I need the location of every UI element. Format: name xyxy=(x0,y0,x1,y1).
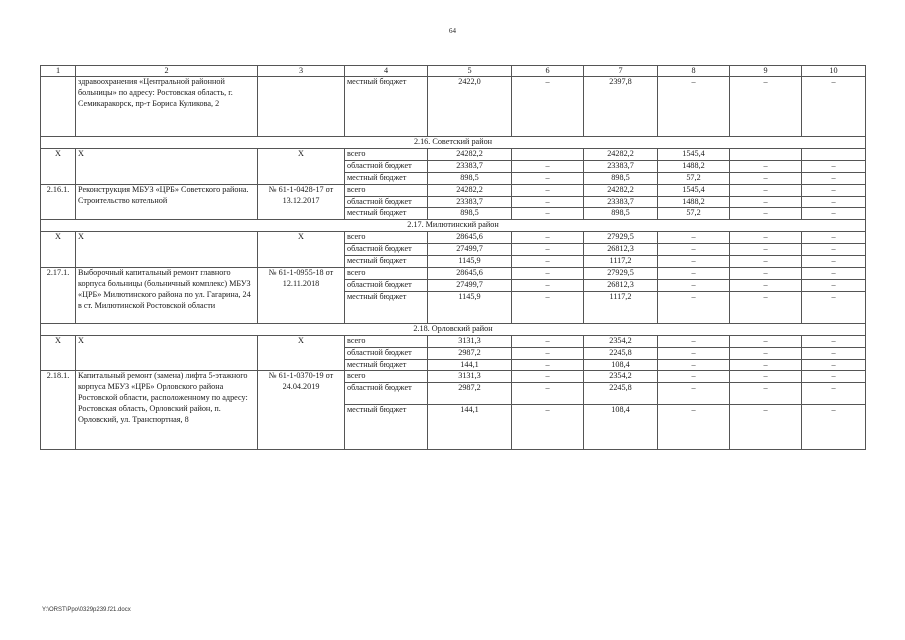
value-cell: 27499,7 xyxy=(428,244,512,256)
value-cell: – xyxy=(512,405,584,450)
value-cell xyxy=(802,148,866,160)
value-cell: – xyxy=(802,383,866,405)
document-cell: Х xyxy=(258,232,345,268)
document-cell: Х xyxy=(258,148,345,184)
value-cell: – xyxy=(730,196,802,208)
value-cell: 24282,2 xyxy=(428,184,512,196)
value-cell: – xyxy=(658,335,730,347)
value-cell: 898,5 xyxy=(428,208,512,220)
value-cell: – xyxy=(730,383,802,405)
value-cell: 28645,6 xyxy=(428,267,512,279)
value-cell: 108,4 xyxy=(584,359,658,371)
value-cell: – xyxy=(730,335,802,347)
value-cell: 1488,2 xyxy=(658,160,730,172)
value-cell: 23383,7 xyxy=(584,196,658,208)
section-header-row xyxy=(41,137,866,149)
document-cell: № 61-1-0955-18 от 12.11.2018 xyxy=(258,267,345,323)
value-cell: – xyxy=(802,267,866,279)
value-cell: 23383,7 xyxy=(584,160,658,172)
header-cell: 10 xyxy=(802,66,866,77)
row-number-cell: Х xyxy=(41,335,76,371)
value-cell: 27499,7 xyxy=(428,279,512,291)
value-cell: 28645,6 xyxy=(428,232,512,244)
value-cell: 898,5 xyxy=(428,172,512,184)
value-cell: – xyxy=(658,256,730,268)
value-cell: – xyxy=(730,244,802,256)
value-cell: – xyxy=(802,184,866,196)
value-cell: 2397,8 xyxy=(584,77,658,137)
value-cell: – xyxy=(730,172,802,184)
value-cell: 1545,4 xyxy=(658,184,730,196)
document-cell: № 61-1-0370-19 от 24.04.2019 xyxy=(258,371,345,450)
value-cell: 2987,2 xyxy=(428,383,512,405)
header-cell: 7 xyxy=(584,66,658,77)
value-cell: – xyxy=(512,359,584,371)
value-cell: 26812,3 xyxy=(584,279,658,291)
value-cell: – xyxy=(658,347,730,359)
funding-source-cell: областной бюджет xyxy=(345,160,428,172)
value-cell: – xyxy=(730,291,802,323)
header-cell: 4 xyxy=(345,66,428,77)
value-cell: 1117,2 xyxy=(584,256,658,268)
value-cell: – xyxy=(512,256,584,268)
value-cell: – xyxy=(730,405,802,450)
value-cell: – xyxy=(512,291,584,323)
value-cell: – xyxy=(658,244,730,256)
value-cell: – xyxy=(802,405,866,450)
funding-source-cell: всего xyxy=(345,184,428,196)
value-cell: 24282,2 xyxy=(584,184,658,196)
value-cell: – xyxy=(802,244,866,256)
header-cell: 2 xyxy=(76,66,258,77)
value-cell: – xyxy=(802,279,866,291)
funding-source-cell: областной бюджет xyxy=(345,244,428,256)
value-cell: – xyxy=(802,291,866,323)
value-cell: 2354,2 xyxy=(584,371,658,383)
budget-table xyxy=(40,65,866,450)
value-cell: – xyxy=(512,160,584,172)
value-cell: – xyxy=(802,208,866,220)
table-row xyxy=(41,148,866,160)
value-cell: 2987,2 xyxy=(428,347,512,359)
table-row xyxy=(41,267,866,279)
value-cell: 57,2 xyxy=(658,172,730,184)
value-cell: – xyxy=(730,77,802,137)
value-cell: – xyxy=(802,371,866,383)
value-cell: – xyxy=(802,172,866,184)
value-cell: – xyxy=(802,335,866,347)
value-cell: 898,5 xyxy=(584,208,658,220)
value-cell: – xyxy=(512,335,584,347)
row-number-cell: 2.17.1. xyxy=(41,267,76,323)
funding-source-cell: всего xyxy=(345,335,428,347)
value-cell: – xyxy=(512,184,584,196)
value-cell: – xyxy=(658,371,730,383)
value-cell: 3131,3 xyxy=(428,371,512,383)
value-cell: – xyxy=(802,160,866,172)
section-title: 2.17. Милютинский район xyxy=(41,220,866,232)
object-name-cell: здравоохранения «Центральной районной больницы» по адресу: Ростовская область, г. Семикаракорск, пр-т Бориса Куликова, 2 xyxy=(76,77,258,137)
object-name-cell: Реконструкция МБУЗ «ЦРБ» Советского района. Строительство котельной xyxy=(76,184,258,220)
value-cell: – xyxy=(658,267,730,279)
value-cell: – xyxy=(730,359,802,371)
value-cell: – xyxy=(658,77,730,137)
value-cell: – xyxy=(802,77,866,137)
value-cell: 3131,3 xyxy=(428,335,512,347)
value-cell: – xyxy=(802,359,866,371)
value-cell: 2422,0 xyxy=(428,77,512,137)
value-cell: – xyxy=(802,347,866,359)
table-row xyxy=(41,184,866,196)
funding-source-cell: всего xyxy=(345,267,428,279)
document-cell: № 61-1-0428-17 от 13.12.2017 xyxy=(258,184,345,220)
value-cell: – xyxy=(512,77,584,137)
value-cell: 2245,8 xyxy=(584,347,658,359)
header-cell: 5 xyxy=(428,66,512,77)
object-name-cell: Капитальный ремонт (замена) лифта 5-этажного корпуса МБУЗ «ЦРБ» Орловского района Ростовской области, расположенному по адресу: Ростовская область, Орловский район, п. Орловский, ул. Транспортная, 8 xyxy=(76,371,258,450)
object-name-cell: Х xyxy=(76,232,258,268)
value-cell: – xyxy=(730,256,802,268)
value-cell: – xyxy=(730,279,802,291)
value-cell: – xyxy=(512,347,584,359)
value-cell: – xyxy=(730,347,802,359)
value-cell: 144,1 xyxy=(428,359,512,371)
value-cell: 1145,9 xyxy=(428,256,512,268)
value-cell: 108,4 xyxy=(584,405,658,450)
value-cell: 2354,2 xyxy=(584,335,658,347)
value-cell: 23383,7 xyxy=(428,196,512,208)
header-cell: 9 xyxy=(730,66,802,77)
header-cell: 1 xyxy=(41,66,76,77)
funding-source-cell: областной бюджет xyxy=(345,383,428,405)
value-cell: – xyxy=(802,256,866,268)
funding-source-cell: местный бюджет xyxy=(345,256,428,268)
value-cell: 1117,2 xyxy=(584,291,658,323)
value-cell: – xyxy=(658,383,730,405)
object-name-cell: Х xyxy=(76,148,258,184)
value-cell: 1545,4 xyxy=(658,148,730,160)
value-cell: 27929,5 xyxy=(584,232,658,244)
file-path-footer: Y:\ORST\Ppo\0329p239.f21.docx xyxy=(42,607,131,613)
funding-source-cell: местный бюджет xyxy=(345,208,428,220)
value-cell: 1145,9 xyxy=(428,291,512,323)
value-cell: – xyxy=(658,279,730,291)
object-name-cell: Выборочный капитальный ремонт главного корпуса больницы (больничный комплекс) МБУЗ «ЦРБ» Милютинского района по ул. Гагарина, 24 в ст. Милютинской Ростовской области xyxy=(76,267,258,323)
row-number-cell: 2.18.1. xyxy=(41,371,76,450)
funding-source-cell: всего xyxy=(345,371,428,383)
value-cell: 57,2 xyxy=(658,208,730,220)
row-number-cell: Х xyxy=(41,232,76,268)
section-header-row xyxy=(41,323,866,335)
header-cell: 6 xyxy=(512,66,584,77)
section-title: 2.18. Орловский район xyxy=(41,323,866,335)
funding-source-cell: областной бюджет xyxy=(345,279,428,291)
funding-source-cell: всего xyxy=(345,232,428,244)
section-header-row xyxy=(41,220,866,232)
value-cell: 27929,5 xyxy=(584,267,658,279)
value-cell: – xyxy=(512,383,584,405)
value-cell: – xyxy=(658,291,730,323)
value-cell: 1488,2 xyxy=(658,196,730,208)
value-cell: – xyxy=(512,244,584,256)
value-cell: – xyxy=(730,371,802,383)
section-title: 2.16. Советский район xyxy=(41,137,866,149)
value-cell: 24282,2 xyxy=(584,148,658,160)
value-cell: – xyxy=(512,172,584,184)
funding-source-cell: местный бюджет xyxy=(345,172,428,184)
funding-source-cell: областной бюджет xyxy=(345,196,428,208)
value-cell: 26812,3 xyxy=(584,244,658,256)
header-cell: 8 xyxy=(658,66,730,77)
funding-source-cell: местный бюджет xyxy=(345,359,428,371)
header-cell: 3 xyxy=(258,66,345,77)
funding-source-cell: всего xyxy=(345,148,428,160)
value-cell: – xyxy=(730,208,802,220)
value-cell: 23383,7 xyxy=(428,160,512,172)
value-cell: 144,1 xyxy=(428,405,512,450)
page-number: 64 xyxy=(449,27,456,35)
table-row xyxy=(41,335,866,347)
funding-source-cell: областной бюджет xyxy=(345,347,428,359)
value-cell: – xyxy=(730,267,802,279)
row-number-cell: 2.16.1. xyxy=(41,184,76,220)
funding-source-cell: местный бюджет xyxy=(345,405,428,450)
value-cell: – xyxy=(802,232,866,244)
value-cell: – xyxy=(730,184,802,196)
value-cell: 24282,2 xyxy=(428,148,512,160)
document-cell xyxy=(258,77,345,137)
value-cell: 2245,8 xyxy=(584,383,658,405)
value-cell xyxy=(512,148,584,160)
value-cell: – xyxy=(512,279,584,291)
object-name-cell: Х xyxy=(76,335,258,371)
row-number-cell xyxy=(41,77,76,137)
funding-source-cell: местный бюджет xyxy=(345,291,428,323)
value-cell: – xyxy=(512,196,584,208)
value-cell: – xyxy=(512,232,584,244)
value-cell xyxy=(730,148,802,160)
value-cell: – xyxy=(730,160,802,172)
value-cell: – xyxy=(512,267,584,279)
value-cell: – xyxy=(730,232,802,244)
funding-source-cell: местный бюджет xyxy=(345,77,428,137)
value-cell: – xyxy=(658,405,730,450)
value-cell: 898,5 xyxy=(584,172,658,184)
value-cell: – xyxy=(512,208,584,220)
value-cell: – xyxy=(658,232,730,244)
row-number-cell: Х xyxy=(41,148,76,184)
header-row xyxy=(41,66,866,77)
table-row xyxy=(41,77,866,137)
value-cell: – xyxy=(512,371,584,383)
table-row xyxy=(41,371,866,383)
table-row xyxy=(41,232,866,244)
document-cell: Х xyxy=(258,335,345,371)
value-cell: – xyxy=(802,196,866,208)
value-cell: – xyxy=(658,359,730,371)
